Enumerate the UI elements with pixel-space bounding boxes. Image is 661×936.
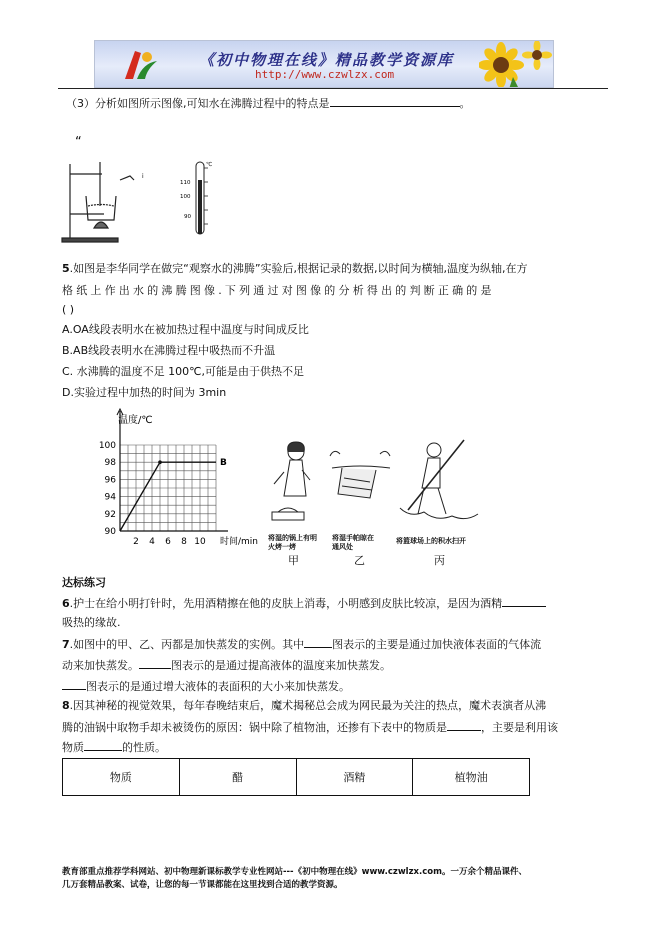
q7-text-2a: 动来加快蒸发。 [62, 659, 139, 672]
thermometer-tick: 90 [184, 214, 191, 220]
x-tick-label: 6 [165, 537, 171, 547]
q7-text-1a: .如图中的甲、乙、丙都是加快蒸发的实例。其中 [69, 638, 305, 651]
quote-mark: “ [75, 135, 82, 150]
label-bing: 丙 [434, 554, 445, 567]
y-tick-label: 92 [104, 509, 116, 520]
q5-number: 5 [62, 262, 70, 275]
footer-line-2: 几万套精品教案、试卷，让您的每一节课都能在这里找到合适的教学资源。 [62, 880, 343, 890]
caption-yi: 将湿手帕晾在通风处 [332, 534, 374, 551]
q6-text-1: .护士在给小明打针时，先用酒精擦在他的皮肤上消毒，小明感到皮肤比较凉，是因为酒精 [69, 597, 503, 610]
q7-blank-3[interactable] [62, 679, 86, 690]
practice-heading: 达标练习 [62, 576, 106, 589]
q3-text [66, 96, 471, 111]
x-tick-label: 2 [133, 537, 139, 547]
q8-text-3b: 的性质。 [122, 741, 166, 754]
evaporation-illustrations [268, 438, 490, 568]
q8-text-3a: 物质 [62, 741, 84, 754]
q7-blank-1[interactable] [304, 637, 332, 648]
table-row [63, 759, 530, 796]
q8-text-2a: 腾的油锅中取物手却未被烫伤的原因：锅中除了植物油，还掺有下表中的物质是 [62, 721, 447, 734]
q8-blank-2[interactable] [84, 740, 122, 751]
q5-line1 [62, 262, 528, 276]
q3-end: 。 [459, 97, 471, 110]
q6-answer-blank[interactable] [502, 596, 546, 607]
footer-line-1: 教育部重点推荐学科网站、初中物理新课标教学专业性网站---《初中物理在线》www.czwlzx.com。一万余个精品课件、 [62, 867, 527, 877]
q5-option-d: D.实验过程中加热的时间为 3min [62, 386, 227, 399]
evaporation-drawings [268, 438, 490, 530]
boiling-apparatus-figure [58, 158, 168, 244]
x-axis-label: 时间/min [220, 537, 259, 547]
y-tick-label: 96 [104, 475, 116, 486]
x-tick-label: 4 [149, 537, 155, 547]
banner-url: http://www.czwlzx.com [255, 68, 395, 81]
x-tick-label: 10 [194, 537, 206, 547]
thermometer-figure [176, 160, 226, 240]
table-cell: 植物油 [413, 759, 530, 796]
y-axis-label: 温度/℃ [118, 415, 153, 426]
q7-number: 7 [62, 638, 70, 651]
q5-line2: 格纸上作出水的沸腾图像.下列通过对图像的分析得出的判断正确的是 [62, 284, 495, 297]
data-point [158, 460, 162, 464]
y-tick-label: 100 [98, 441, 116, 451]
label-yi: 乙 [354, 554, 365, 567]
q5-paren: ( ) [62, 303, 75, 316]
q5-option-b: B.AB线段表明水在沸腾过程中吸热而不升温 [62, 344, 276, 357]
thermometer-tick: 110 [180, 180, 191, 186]
q5-option-c: C. 水沸腾的温度不足 100℃,可能是由于供热不足 [62, 365, 305, 378]
q7-text-1b: 图表示的主要是通过加快液体表面的气体流 [332, 638, 542, 651]
q6-line2: 吸热的缘故. [62, 616, 121, 629]
site-logo-icon [117, 45, 159, 85]
q5-option-a: A.OA线段表明水在被加热过程中温度与时间成反比 [62, 323, 309, 336]
q8-number: 8 [62, 699, 70, 712]
header-banner [94, 40, 554, 88]
table-cell: 酒精 [296, 759, 413, 796]
q8-line2 [62, 720, 558, 735]
table-cell: 物质 [63, 759, 180, 796]
q7-line1 [62, 637, 541, 652]
caption-jia: 将湿的锅上有明火烤一烤 [268, 534, 317, 551]
q3-prompt: （3）分析如图所示图像,可知水在沸腾过程中的特点是 [66, 97, 330, 110]
q7-line3 [62, 679, 350, 694]
q7-text-2b: 图表示的是通过提高液体的温度来加快蒸发。 [171, 659, 391, 672]
label-jia: 甲 [288, 554, 299, 567]
q7-text-3: 图表示的是通过增大液体的表面积的大小来加快蒸发。 [86, 680, 350, 693]
table-cell: 醋 [179, 759, 296, 796]
caption-bing: 将篮球场上的积水扫开 [396, 537, 466, 545]
q7-line2 [62, 658, 391, 673]
figure-mark: i [142, 173, 144, 180]
q6-line1 [62, 596, 546, 611]
q3-answer-blank[interactable] [330, 96, 460, 107]
q8-line3 [62, 740, 166, 755]
q7-blank-2[interactable] [139, 658, 171, 669]
boiling-chart [88, 405, 278, 555]
banner-title: 《初中物理在线》精品教学资源库 [199, 51, 455, 69]
header-rule [58, 88, 608, 89]
q6-number: 6 [62, 597, 70, 610]
q5-text-1: .如图是李华同学在做完“观察水的沸腾”实验后,根据记录的数据,以时间为横轴,温度为纵轴,在方 [69, 262, 528, 275]
x-tick-label: 8 [181, 537, 187, 547]
substance-table [62, 758, 530, 796]
thermometer-tick: 100 [180, 194, 191, 200]
sunflower-image [479, 40, 553, 88]
point-label-b: B [220, 458, 227, 469]
q8-line1 [62, 699, 546, 713]
q8-blank-1[interactable] [447, 720, 481, 731]
y-tick-label: 90 [104, 527, 116, 537]
thermometer-unit: ℃ [206, 162, 213, 168]
y-tick-label: 98 [104, 458, 116, 469]
q8-text-1: .因其神秘的视觉效果，每年春晚结束后，魔术揭秘总会成为网民最为关注的热点，魔术表演者从沸 [69, 699, 547, 712]
y-tick-label: 94 [104, 492, 116, 503]
q8-text-2b: ，主要是利用该 [481, 721, 558, 734]
